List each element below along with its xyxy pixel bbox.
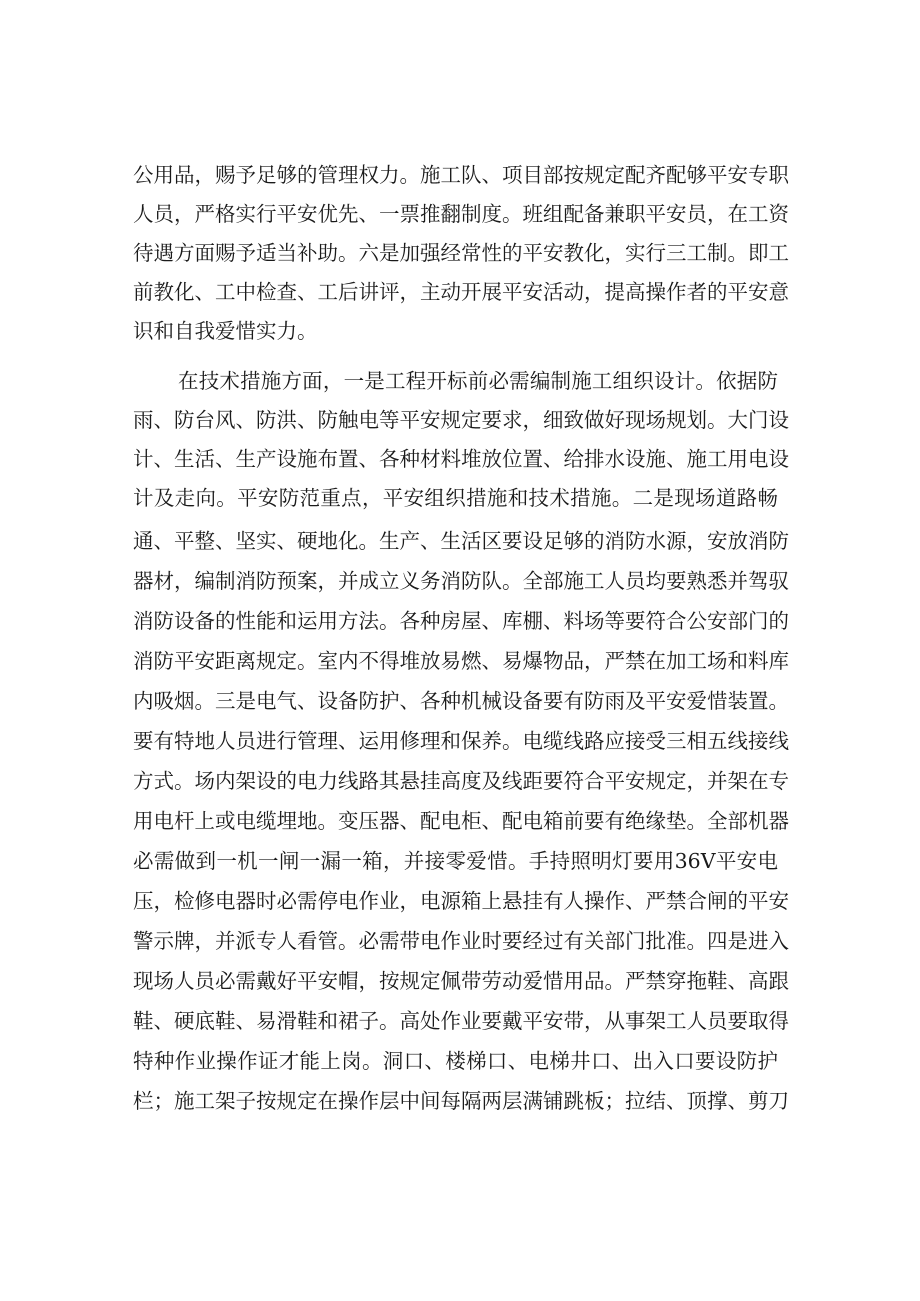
paragraph-line: 待遇方面赐予适当补助。六是加强经常性的平安教化，实行三工制。即工 <box>133 241 789 265</box>
paragraph-line: 识和自我爱惜实力。 <box>133 319 318 343</box>
paragraph-line: 特种作业操作证才能上岗。洞口、楼梯口、电梯井口、出入口要设防护 <box>133 1049 778 1073</box>
paragraph-line: 人员，严格实行平安优先、一票推翻制度。班组配备兼职平安员，在工资 <box>133 202 789 226</box>
paragraph-line: 要有特地人员进行管理、运用修理和保养。电缆线路应接受三相五线接线 <box>133 729 789 753</box>
paragraph-line: 计、生活、生产设施布置、各种材料堆放位置、给排水设施、施工用电设 <box>133 447 789 471</box>
paragraph-line: 警示牌，并派专人看管。必需带电作业时要经过有关部门批准。四是进入 <box>133 929 789 953</box>
paragraph-line: 消防平安距离规定。室内不得堆放易燃、易爆物品，严禁在加工场和料库 <box>133 649 789 673</box>
paragraph-line: 通、平整、坚实、硬地化。生产、生活区要设足够的消防水源，安放消防 <box>133 529 789 553</box>
paragraph-line: 压，检修电器时必需停电作业，电源箱上悬挂有人操作、严禁合闸的平安 <box>133 889 789 913</box>
paragraph-line: 在技术措施方面，一是工程开标前必需编制施工组织设计。依据防 <box>178 369 778 393</box>
paragraph-line: 前教化、工中检查、工后讲评，主动开展平安活动，提高操作者的平安意 <box>133 280 789 304</box>
paragraph-line: 必需做到一机一闸一漏一箱，并接零爱惜。手持照明灯要用36V平安电 <box>133 849 778 873</box>
paragraph-line: 方式。场内架设的电力线路其悬挂高度及线距要符合平安规定，并架在专 <box>133 769 789 793</box>
paragraph-line: 内吸烟。三是电气、设备防护、各种机械设备要有防雨及平安爱惜装置。 <box>133 689 789 713</box>
paragraph-line: 器材，编制消防预案，并成立义务消防队。全部施工人员均要熟悉并驾驭 <box>133 569 789 593</box>
paragraph-line: 鞋、硬底鞋、易滑鞋和裙子。高处作业要戴平安带，从事架工人员要取得 <box>133 1009 789 1033</box>
paragraph-line: 公用品，赐予足够的管理权力。施工队、项目部按规定配齐配够平安专职 <box>133 163 789 187</box>
paragraph-line: 现场人员必需戴好平安帽，按规定佩带劳动爱惜用品。严禁穿拖鞋、高跟 <box>133 969 789 993</box>
paragraph-line: 雨、防台风、防洪、防触电等平安规定要求，细致做好现场规划。大门设 <box>133 408 789 432</box>
paragraph-line: 用电杆上或电缆埋地。变压器、配电柜、配电箱前要有绝缘垫。全部机器 <box>133 809 789 833</box>
paragraph-line: 栏；施工架子按规定在操作层中间每隔两层满铺跳板；拉结、顶撑、剪刀 <box>133 1089 789 1113</box>
paragraph-line: 计及走向。平安防范重点，平安组织措施和技术措施。二是现场道路畅 <box>133 486 778 510</box>
paragraph-line: 消防设备的性能和运用方法。各种房屋、库棚、料场等要符合公安部门的 <box>133 609 789 633</box>
